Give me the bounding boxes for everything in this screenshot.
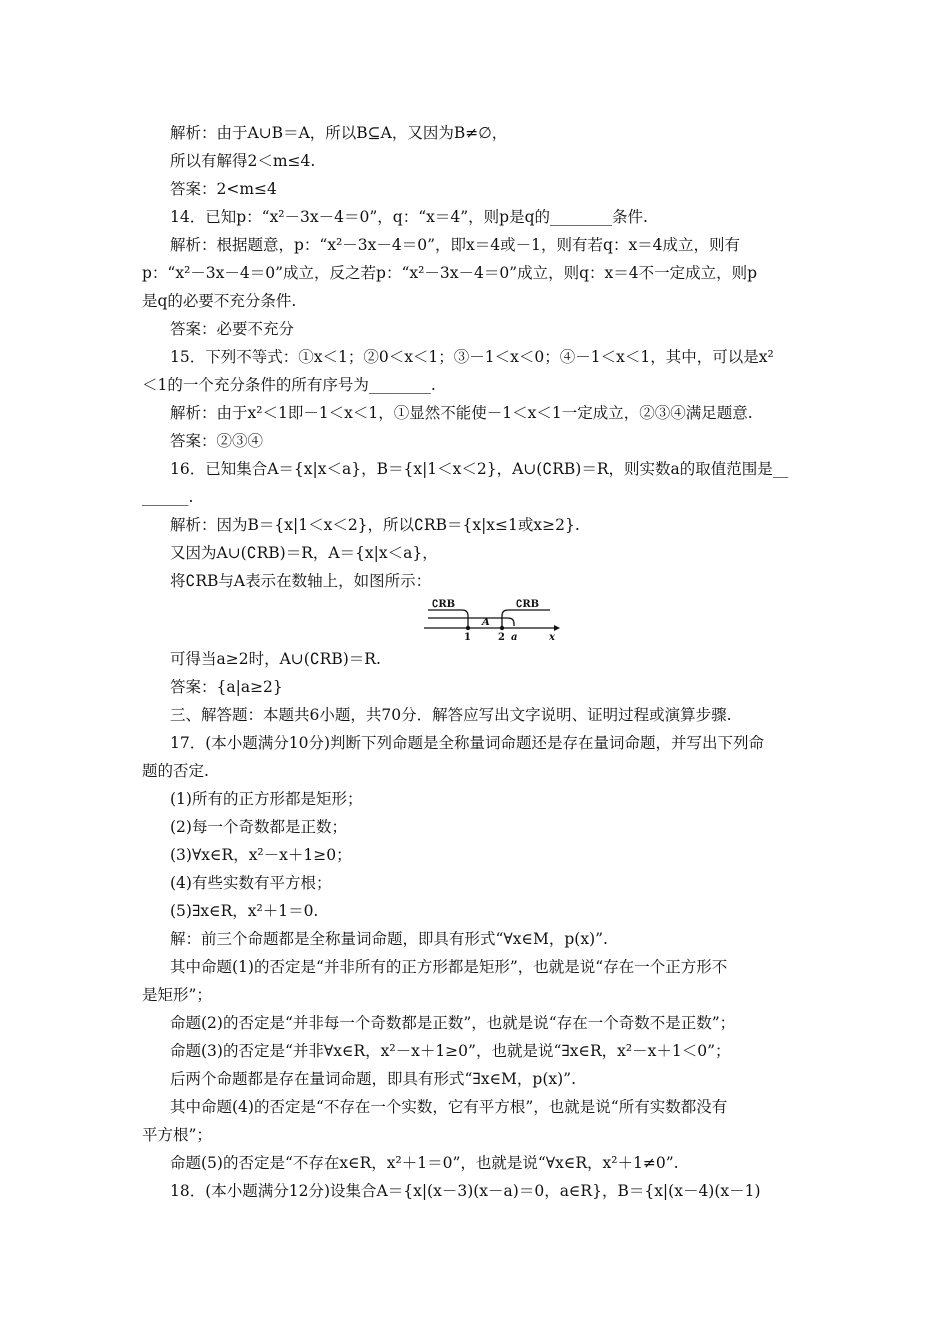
text-line: 解析：由于x²＜1即－1＜x＜1，①显然不能使－1＜x＜1一定成立，②③④满足题意. bbox=[170, 404, 753, 422]
text-line: 所以有解得2＜m≤4. bbox=[170, 152, 316, 170]
text-line: 其中命题(4)的否定是“不存在一个实数，它有平方根”，也就是说“所有实数都没有 bbox=[170, 1098, 728, 1116]
text-line: 命题(2)的否定是“并非每一个奇数都是正数”，也就是说“存在一个奇数不是正数”； bbox=[170, 1014, 736, 1032]
number-line-figure bbox=[418, 592, 564, 642]
text-line: 题的否定. bbox=[142, 762, 209, 780]
text-line: 解析：由于A∪B＝A，所以B⊆A，又因为B≠∅， bbox=[170, 124, 508, 142]
text-line: 命题(5)的否定是“不存在x∈R，x²＋1＝0”，也就是说“∀x∈R，x²＋1≠0”. bbox=[170, 1154, 679, 1172]
complement-right-label: ∁RB bbox=[516, 599, 540, 610]
point-2 bbox=[500, 626, 504, 630]
text-line: 可得当a≥2时，A∪(∁RB)＝R. bbox=[170, 650, 381, 668]
text-line: (1)所有的正方形都是矩形； bbox=[170, 790, 363, 808]
text-line: 三、解答题：本题共6小题，共70分．解答应写出文字说明、证明过程或演算步骤. bbox=[170, 706, 732, 724]
set-a-label: A bbox=[482, 617, 490, 628]
point-1 bbox=[466, 626, 470, 630]
text-line: 17．(本小题满分10分)判断下列命题是全称量词命题还是存在量词命题，并写出下列命 bbox=[170, 734, 765, 752]
text-line: 16．已知集合A＝{x|x＜a}，B＝{x|1＜x＜2}，A∪(∁RB)＝R，则实数a的取值范围是__ bbox=[170, 460, 789, 478]
text-line: 解析：根据题意，p：“x²－3x－4＝0”，即x＝4或－1，则有若q：x＝4成立，则有 bbox=[170, 236, 741, 254]
text-line: 答案：{a|a≥2} bbox=[170, 678, 283, 696]
text-line: 将∁RB与A表示在数轴上，如图所示： bbox=[170, 572, 432, 590]
text-line: 14．已知p：“x²－3x－4＝0”，q：“x＝4”，则p是q的________条件. bbox=[170, 208, 648, 226]
text-line: 其中命题(1)的否定是“并非所有的正方形都是矩形”，也就是说“存在一个正方形不 bbox=[170, 958, 728, 976]
text-line: 是矩形”； bbox=[142, 986, 212, 1004]
text-line: (4)有些实数有平方根； bbox=[170, 874, 332, 892]
tick-label-1: 1 bbox=[464, 632, 471, 642]
text-line: 15．下列不等式：①x＜1；②0＜x＜1；③－1＜x＜0；④－1＜x＜1，其中，可以是x² bbox=[170, 348, 774, 366]
text-line: p：“x²－3x－4＝0”成立，反之若p：“x²－3x－4＝0”成立，则q：x＝4不一定成立，则p bbox=[142, 264, 758, 282]
text-line: 答案：②③④ bbox=[170, 432, 264, 450]
text-line: 又因为A∪(∁RB)＝R，A＝{x|x＜a}， bbox=[170, 544, 438, 562]
set-a-bracket bbox=[428, 618, 514, 626]
complement-left-label: ∁RB bbox=[432, 599, 456, 610]
text-line: (2)每一个奇数都是正数； bbox=[170, 818, 347, 836]
tick-label-2: 2 bbox=[498, 632, 505, 642]
text-line: 后两个命题都是存在量词命题，即具有形式“∃x∈M，p(x)”. bbox=[170, 1070, 577, 1088]
text-line: 答案：2<m≤4 bbox=[170, 180, 277, 198]
tick-label-a: a bbox=[511, 632, 518, 642]
text-line: 命题(3)的否定是“并非∀x∈R，x²－x＋1≥0”，也就是说“∃x∈R，x²－x＋1＜0”； bbox=[170, 1042, 731, 1060]
text-line: 答案：必要不充分 bbox=[170, 320, 295, 338]
text-line: (5)∃x∈R，x²＋1＝0. bbox=[170, 902, 319, 920]
axis-label-x: x bbox=[549, 632, 555, 642]
text-line: ＜1的一个充分条件的所有序号为________. bbox=[142, 376, 436, 394]
text-line: 解：前三个命题都是全称量词命题，即具有形式“∀x∈M，p(x)”. bbox=[170, 930, 608, 948]
text-line: 解析：因为B＝{x|1＜x＜2}，所以∁RB＝{x|x≤1或x≥2}. bbox=[170, 516, 580, 534]
text-line: 平方根”； bbox=[142, 1126, 212, 1144]
text-line: 是q的必要不充分条件. bbox=[142, 292, 297, 310]
axis-arrow bbox=[554, 625, 560, 631]
text-line: ______. bbox=[142, 488, 194, 506]
text-line: 18．(本小题满分12分)设集合A＝{x|(x－3)(x－a)＝0，a∈R}，B＝{x|(x－4)(x－1) bbox=[170, 1182, 761, 1200]
text-line: (3)∀x∈R，x²－x＋1≥0； bbox=[170, 846, 352, 864]
